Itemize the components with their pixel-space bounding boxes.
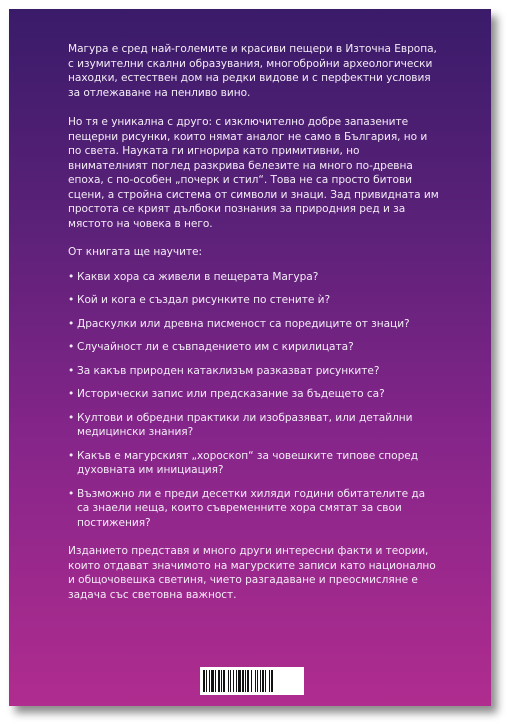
- list-item: [68, 449, 440, 478]
- list-item: [68, 317, 440, 332]
- question-text: Култови и обредни практики ли изобразяват, или детайлни медицински знания?: [77, 411, 413, 438]
- bullet-icon: •: [68, 341, 75, 353]
- list-item: [68, 487, 440, 531]
- bullet-icon: •: [68, 294, 75, 306]
- question-text: Какъв е магурският „хороскоп“ за човешките типове според духовната им инициация?: [77, 449, 419, 476]
- question-list: [68, 270, 440, 531]
- question-text: Драскулки или древна писменост са поредиците от знаци?: [77, 317, 410, 330]
- bullet-icon: •: [68, 411, 75, 424]
- paragraph-closing: Изданието представя и много други интересни факти и теории, които отдават значимото на магурските записи като национално и общочовешка светиня, чието разгадаване и преосмисляне е задача със световна важност.: [68, 545, 436, 601]
- bullet-icon: •: [68, 317, 75, 330]
- list-item: [68, 270, 440, 285]
- learn-heading: От книгата ще научите:: [68, 246, 203, 258]
- paragraph-intro: Магура е сред най-големите и красиви пещери в Източна Европа, с изумителни скални образувания, многобройни археологически находки, естествен дом на редки видове и с перфектни условия за отлежаване на пенливо вино.: [68, 43, 437, 99]
- question-text: Кой и кога е създал рисунките по стените ѝ?: [77, 294, 331, 306]
- bullet-icon: •: [68, 388, 75, 400]
- bullet-icon: •: [68, 449, 75, 462]
- list-item: [68, 293, 440, 308]
- barcode-icon: [200, 667, 304, 695]
- bullet-icon: •: [68, 270, 75, 283]
- question-text: Исторически запис или предсказание за бъдещето са?: [77, 388, 385, 400]
- list-item: [68, 387, 440, 402]
- list-item: [68, 364, 440, 379]
- question-text: Какви хора са живели в пещерата Магура?: [77, 270, 319, 283]
- cover-text: [68, 42, 440, 602]
- bullet-icon: •: [68, 364, 75, 377]
- question-text: Случайност ли е съвпадението им с кирилицата?: [77, 341, 354, 353]
- paragraph-uniqueness: Но тя е уникална с друго: с изключително добре запазените пещерни рисунки, които нямат аналог не само в България, но и по света. Наукaта ги игнорира като примитивни, но внимателният поглед разкрива белезите на много по-древна епоха, с по-особен „почерк и стил“. Това не са просто битови сцени, а стройна система от символи и знаци. Зад привидната им простота се крият дълбоки познания за природния ред и за мястото на човека в него.: [68, 116, 439, 230]
- list-item: [68, 411, 440, 440]
- question-text: За какъв природен катаклизъм разказват рисунките?: [77, 364, 380, 377]
- book-back-cover: [9, 9, 491, 706]
- list-item: [68, 340, 440, 355]
- bullet-icon: •: [68, 487, 75, 500]
- question-text: Възможно ли е преди десетки хиляди години обитателите да са знаели неща, които съвременните хора смятат за свои постижения?: [77, 487, 426, 529]
- barcode-bars: [200, 667, 304, 695]
